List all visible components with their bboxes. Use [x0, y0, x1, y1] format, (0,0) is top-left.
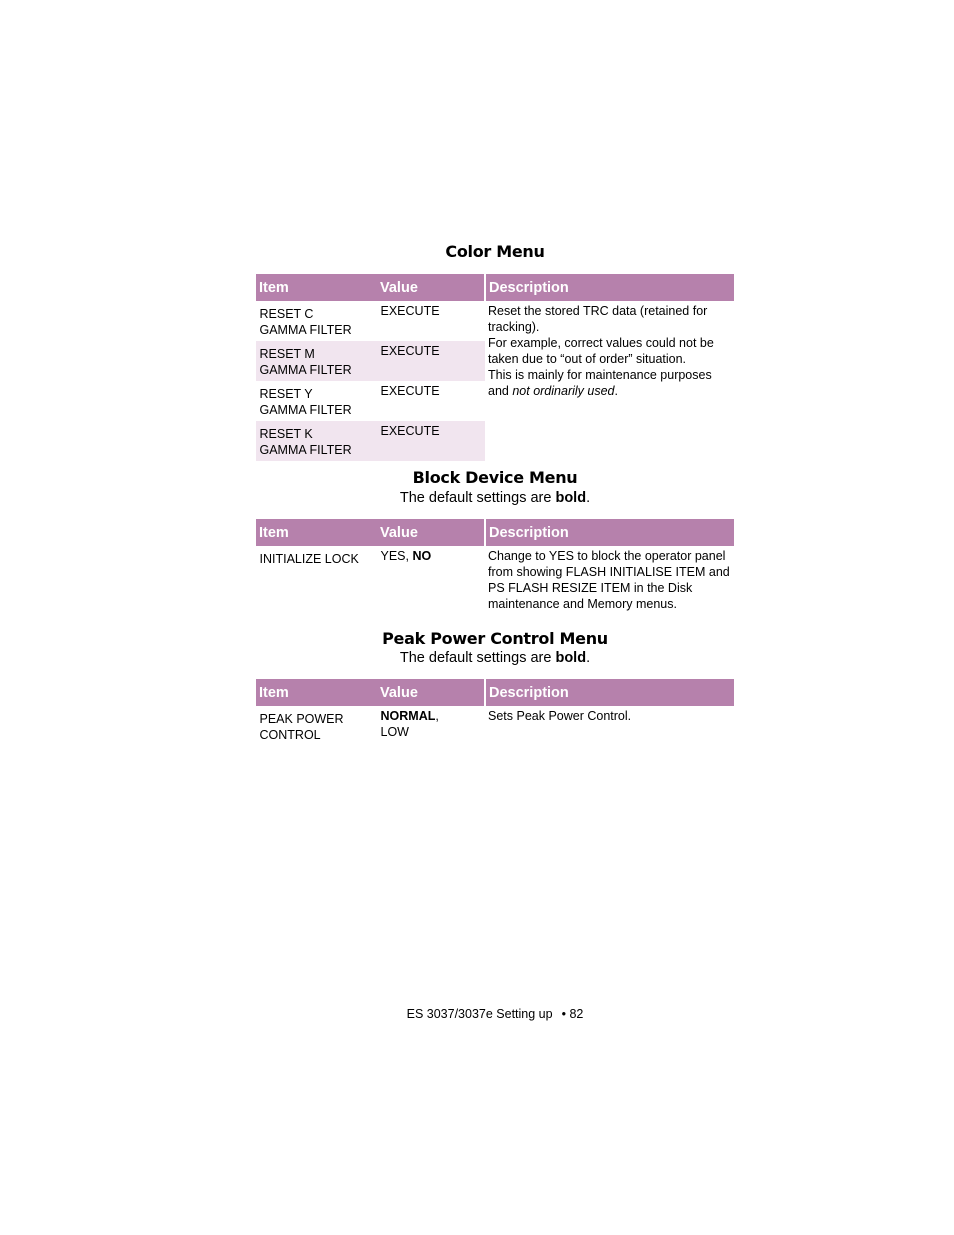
value-cell: EXECUTE: [377, 421, 485, 461]
description-cell: Sets Peak Power Control.: [488, 709, 632, 723]
header-value: Value: [377, 274, 485, 301]
table-header-row: [256, 679, 734, 706]
description-cell: Reset the stored TRC data (retained for tracking). For example, correct values could not be taken due to “out of order” situation. This is mainly for maintenance purposes and not ordinarily used.: [488, 304, 714, 398]
header-item: Item: [256, 519, 377, 546]
bullet-icon: •: [561, 1007, 566, 1021]
table-header-row: [256, 519, 734, 546]
header-item: Item: [256, 274, 377, 301]
header-item: Item: [256, 679, 377, 706]
item-cell: RESET K GAMMA FILTER: [256, 421, 377, 461]
header-description: Description: [485, 519, 734, 546]
block-device-menu-heading: Block Device Menu: [412, 468, 578, 487]
item-cell: RESET Y GAMMA FILTER: [259, 387, 352, 417]
header-value: Value: [377, 519, 485, 546]
header-description: Description: [485, 679, 734, 706]
value-cell: EXECUTE: [380, 384, 440, 398]
item-cell: INITIALIZE LOCK: [259, 552, 359, 566]
block-device-menu-table: [256, 519, 734, 615]
color-menu-table: [256, 274, 734, 461]
color-menu-heading: Color Menu: [445, 242, 545, 261]
peak-power-menu-table: [256, 679, 734, 746]
table-row: [256, 301, 734, 341]
description-cell: Change to YES to block the operator panel from showing FLASH INITIALISE ITEM and PS FLASH RESIZE ITEM in the Disk maintenance and Memory menus.: [488, 549, 730, 611]
value-cell: NORMAL, LOW: [380, 709, 439, 739]
item-cell: PEAK POWER CONTROL: [259, 712, 344, 742]
value-cell: EXECUTE: [377, 341, 485, 381]
page-number: 82: [569, 1007, 584, 1021]
item-cell: RESET M GAMMA FILTER: [256, 341, 377, 381]
value-cell: EXECUTE: [380, 304, 440, 318]
table-row: [256, 546, 734, 615]
item-cell: RESET C GAMMA FILTER: [259, 307, 352, 337]
header-description: Description: [485, 274, 734, 301]
value-cell: YES, NO: [380, 549, 432, 563]
default-settings-note: The default settings are bold.: [399, 650, 591, 666]
table-row: [256, 706, 734, 746]
header-value: Value: [377, 679, 485, 706]
table-header-row: [256, 274, 734, 301]
page-footer: [256, 1007, 734, 1021]
peak-power-menu-heading: Peak Power Control Menu: [382, 629, 608, 648]
default-settings-note: The default settings are bold.: [399, 490, 591, 506]
footer-text: ES 3037/3037e Setting up: [406, 1007, 553, 1021]
